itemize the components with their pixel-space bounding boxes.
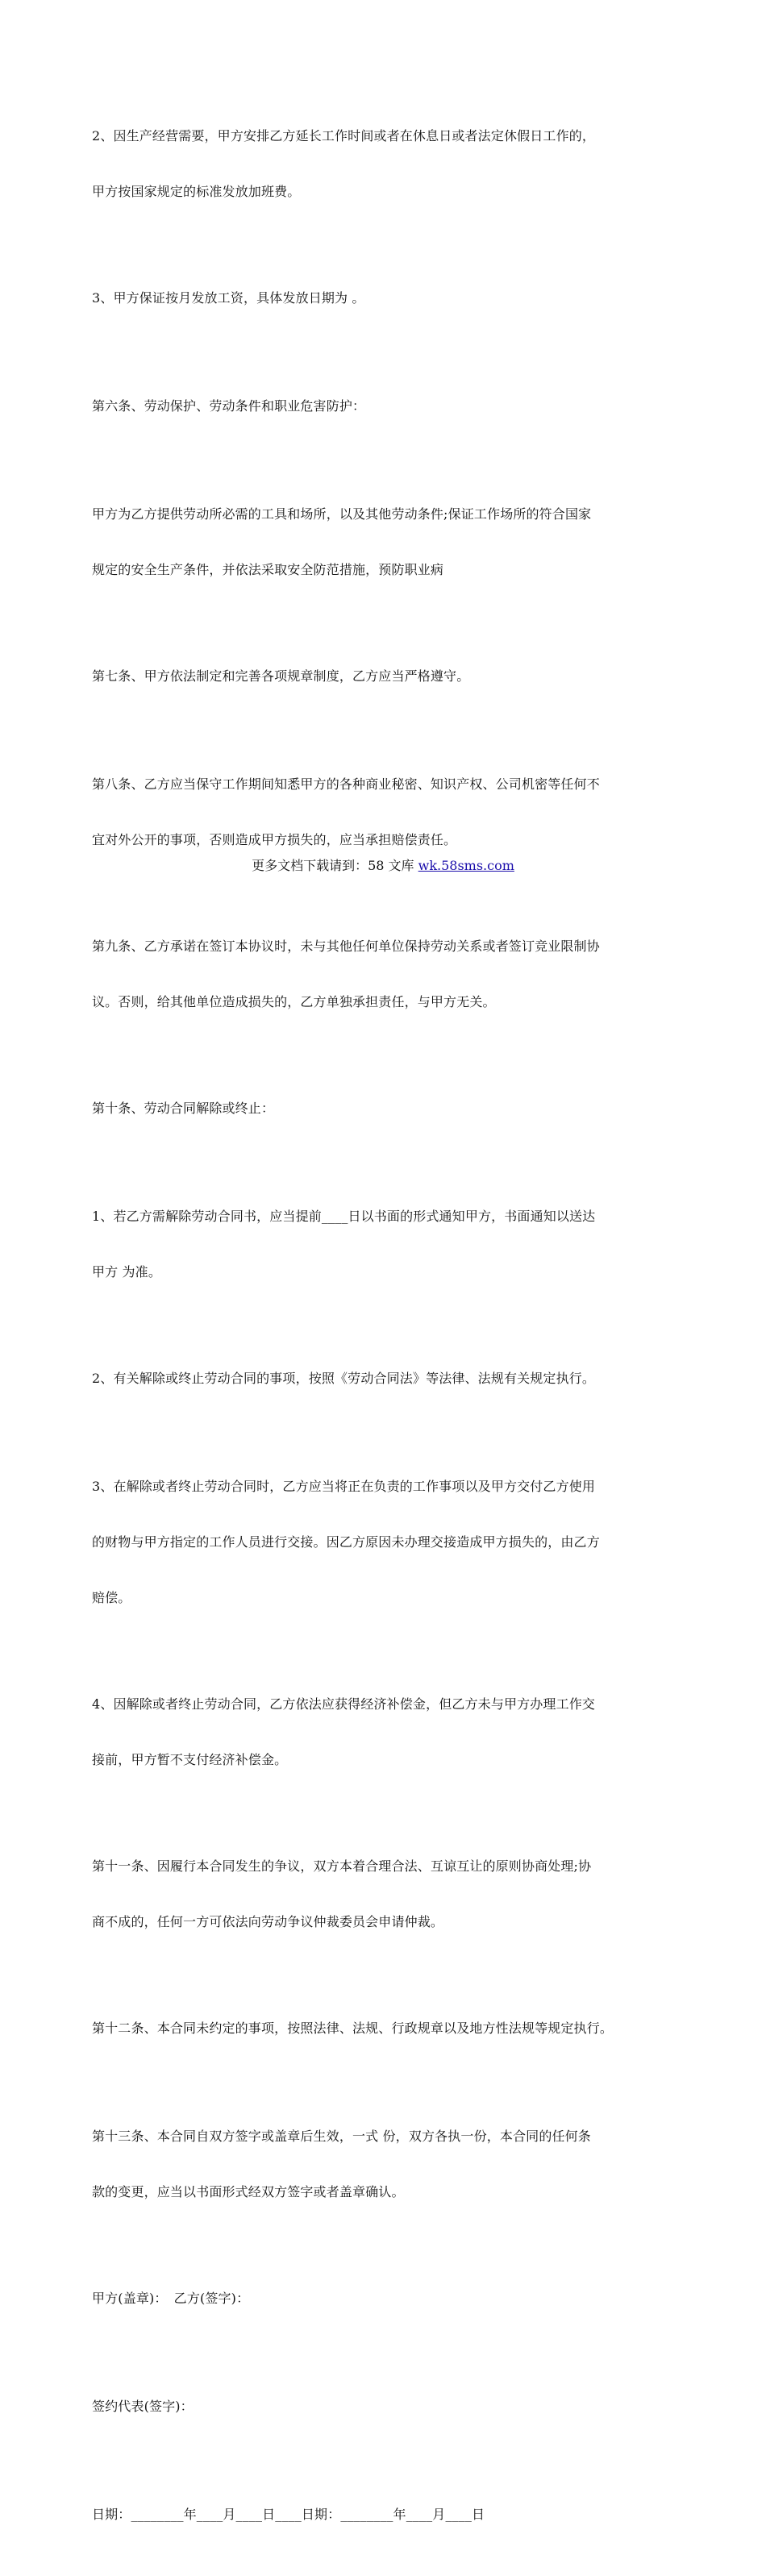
text-line: 甲方按国家规定的标准发放加班费。 <box>92 184 301 199</box>
signature-dates <box>92 2468 689 2561</box>
text-line: 3、甲方保证按月发放工资，具体发放日期为 。 <box>92 290 365 306</box>
text-line: 第七条、甲方依法制定和完善各项规章制度，乙方应当严格遵守。 <box>92 668 470 684</box>
text-line: 第十二条、本合同未约定的事项，按照法律、法规、行政规章以及地方性法规等规定执行。 <box>92 2020 614 2036</box>
paragraph-salary-date <box>92 252 689 344</box>
text-line: 第十条、劳动合同解除或终止： <box>92 1101 275 1116</box>
text-line: 第九条、乙方承诺在签订本协议时，未与其他任何单位保持劳动关系或者签订竞业限制协 <box>92 938 600 954</box>
text-line: 商不成的，任何一方可依法向劳动争议仲裁委员会申请仲裁。 <box>92 1914 444 1929</box>
heading-article-6 <box>92 360 689 452</box>
document-body <box>92 89 689 2576</box>
paragraph-compensation <box>92 1658 689 1806</box>
text-line: 2、有关解除或终止劳动合同的事项，按照《劳动合同法》等法律、法规有关规定执行。 <box>92 1371 596 1386</box>
signature-representative <box>92 2360 689 2453</box>
paragraph-overtime-pay <box>92 89 689 238</box>
text-line: 日期：________年____月____日____日期：________年____月____日 <box>92 2507 485 2522</box>
text-line: 宜对外公开的事项，否则造成甲方损失的，应当承担赔偿责任。 <box>92 832 457 847</box>
paragraph-article-9 <box>92 900 689 1048</box>
paragraph-termination-notice <box>92 1170 689 1318</box>
heading-article-10 <box>92 1062 689 1155</box>
paragraph-labor-protection <box>92 468 689 616</box>
signature-parties <box>92 2252 689 2345</box>
text-line: 议。否则，给其他单位造成损失的，乙方单独承担责任，与甲方无关。 <box>92 994 496 1009</box>
footer-link[interactable]: wk.58sms.com <box>418 858 514 873</box>
text-line: 赔偿。 <box>92 1590 131 1605</box>
text-line: 2、因生产经营需要，甲方安排乙方延长工作时间或者在休息日或者法定休假日工作的， <box>92 128 596 144</box>
text-line: 甲方 为准。 <box>92 1264 161 1280</box>
text-line: 第八条、乙方应当保守工作期间知悉甲方的各种商业秘密、知识产权、公司机密等任何不 <box>92 776 600 792</box>
text-line: 的财物与甲方指定的工作人员进行交接。因乙方原因未办理交接造成甲方损失的，由乙方 <box>92 1534 600 1550</box>
text-line: 签约代表(签字)： <box>92 2399 194 2414</box>
paragraph-article-12 <box>92 1982 689 2075</box>
text-line: 3、在解除或者终止劳动合同时，乙方应当将正在负责的工作事项以及甲方交付乙方使用 <box>92 1479 596 1494</box>
paragraph-handover <box>92 1440 689 1644</box>
paragraph-termination-law <box>92 1332 689 1425</box>
text-line: 1、若乙方需解除劳动合同书，应当提前____日以书面的形式通知甲方，书面通知以送达 <box>92 1209 596 1224</box>
download-footer <box>0 856 766 875</box>
text-line: 接前，甲方暂不支付经济补偿金。 <box>92 1752 288 1767</box>
paragraph-article-13 <box>92 2090 689 2238</box>
text-line: 款的变更，应当以书面形式经双方签字或者盖章确认。 <box>92 2184 405 2199</box>
text-line: 第十三条、本合同自双方签字或盖章后生效，一式 份，双方各执一份，本合同的任何条 <box>92 2129 591 2144</box>
text-line: 第六条、劳动保护、劳动条件和职业危害防护： <box>92 398 366 414</box>
footer-prefix: 更多文档下载请到：58 文库 <box>252 858 418 873</box>
paragraph-article-7 <box>92 630 689 722</box>
paragraph-article-11 <box>92 1820 689 1968</box>
text-line: 甲方为乙方提供劳动所必需的工具和场所，以及其他劳动条件;保证工作场所的符合国家 <box>92 506 592 522</box>
text-line: 规定的安全生产条件，并依法采取安全防范措施，预防职业病 <box>92 562 444 577</box>
text-line: 甲方(盖章)： 乙方(签字)： <box>92 2291 250 2306</box>
text-line: 第十一条、因履行本合同发生的争议，双方本着合理合法、互谅互让的原则协商处理;协 <box>92 1858 592 1874</box>
text-line: 4、因解除或者终止劳动合同，乙方依法应获得经济补偿金，但乙方未与甲方办理工作交 <box>92 1696 596 1712</box>
